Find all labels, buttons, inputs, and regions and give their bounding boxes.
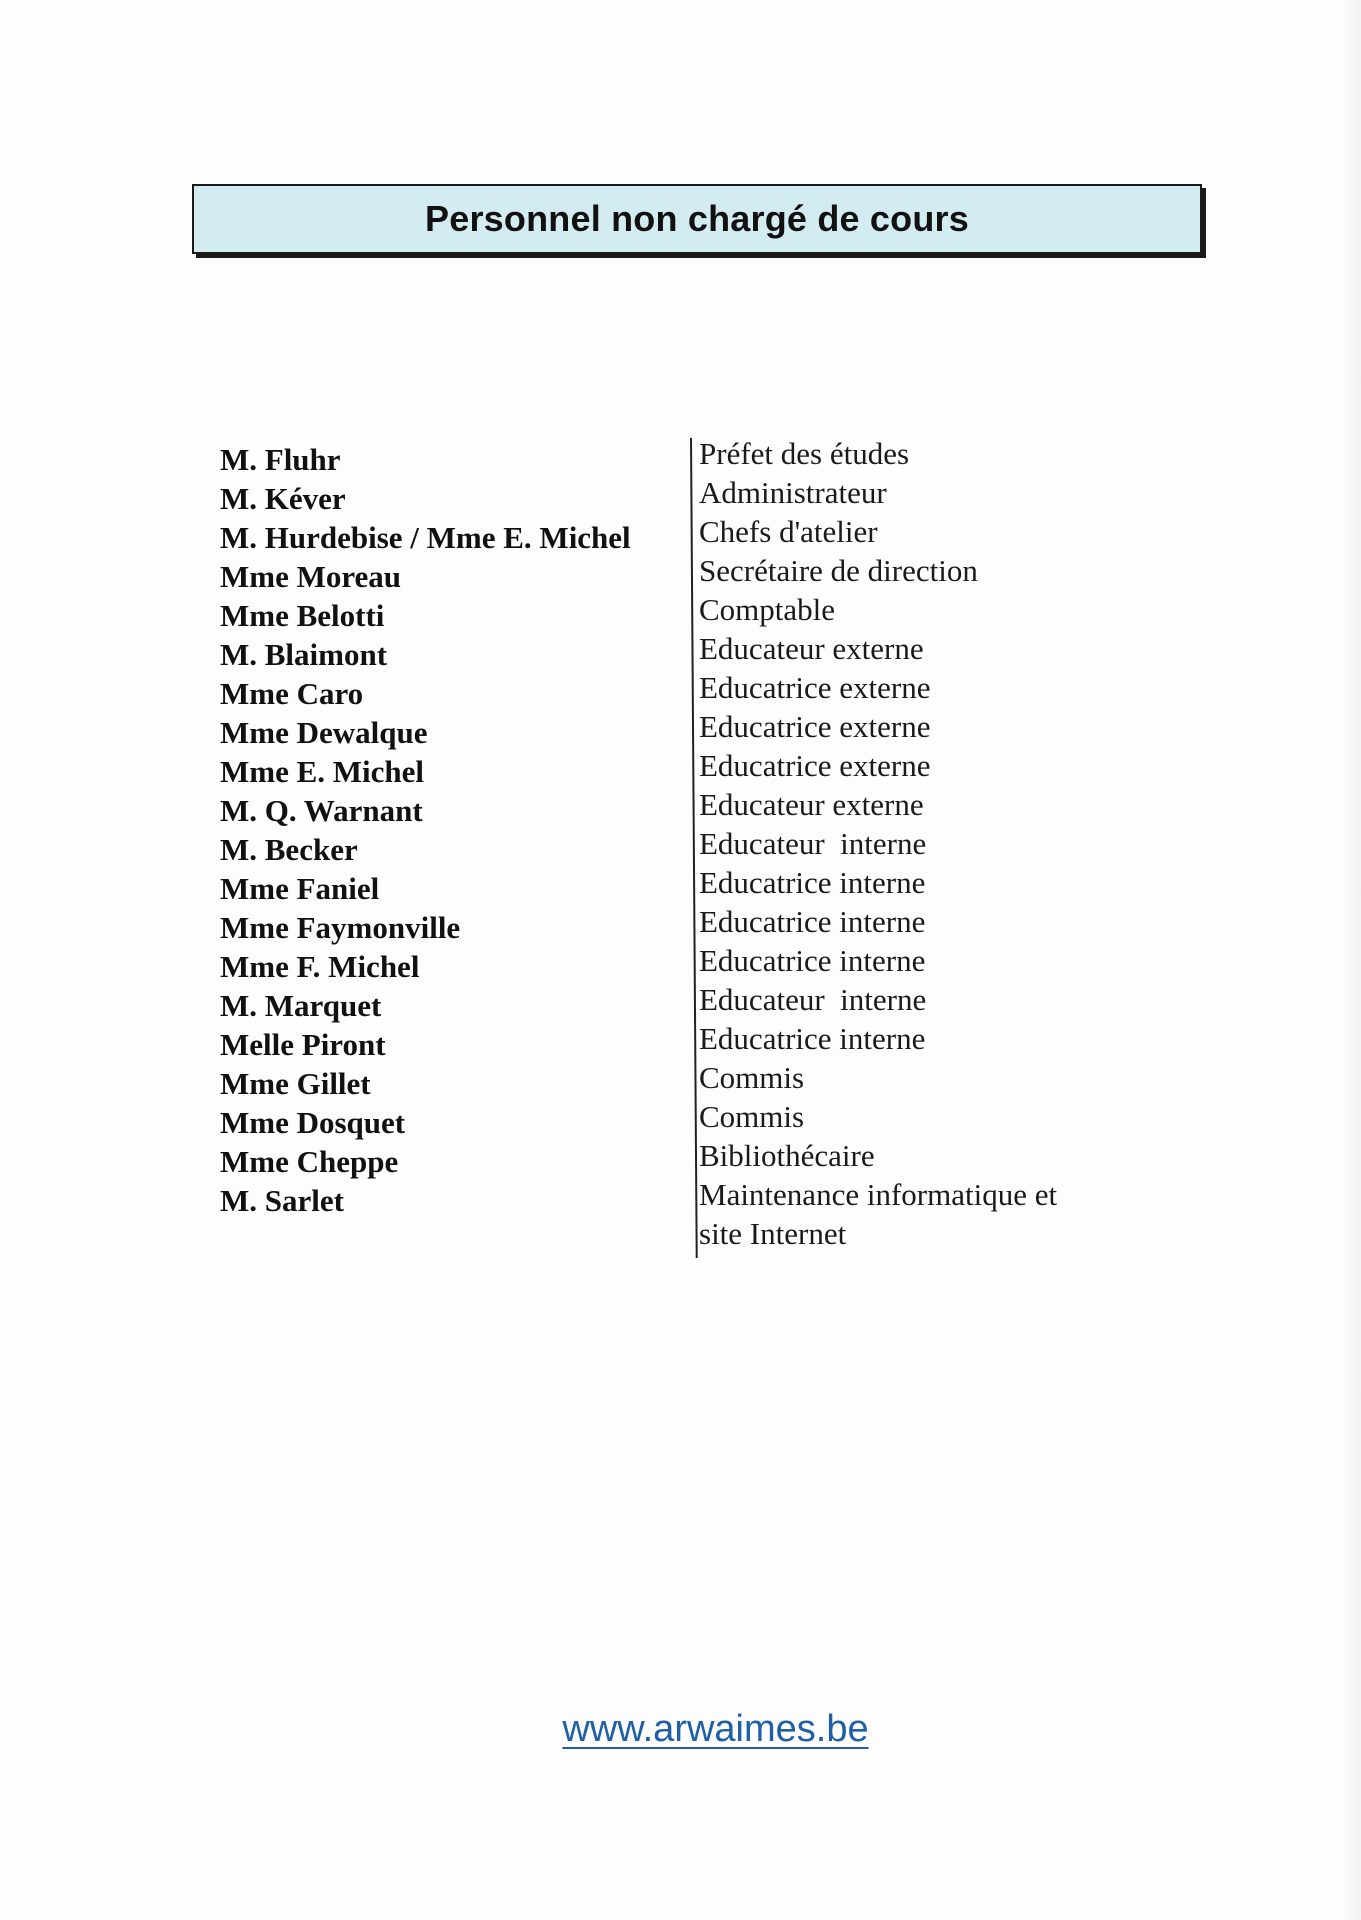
website-link[interactable]: www.arwaimes.be [562, 1708, 869, 1750]
page-title: Personnel non chargé de cours [425, 198, 969, 239]
staff-role: Bibliothécaire [699, 1138, 875, 1173]
staff-role: Chefs d'atelier [699, 514, 878, 549]
staff-name: Mme Belotti [220, 598, 385, 633]
staff-role: Educatrice interne [699, 943, 926, 978]
staff-role: Educatrice interne [699, 1021, 926, 1056]
staff-name: M. Fluhr [220, 442, 341, 477]
staff-name: Mme Caro [220, 676, 364, 711]
staff-name: Melle Piront [220, 1027, 386, 1062]
staff-role: Educatrice externe [699, 709, 931, 744]
staff-role: Educateur externe [699, 631, 924, 666]
staff-role: Educateur externe [699, 787, 924, 822]
staff-role: Secrétaire de direction [699, 553, 978, 588]
staff-role-list [699, 434, 1159, 1253]
staff-role: Educatrice interne [699, 904, 926, 939]
staff-name: M. Blaimont [220, 637, 388, 672]
staff-name: M. Kéver [220, 481, 346, 516]
staff-role: Educatrice externe [699, 748, 931, 783]
staff-name: Mme Cheppe [220, 1144, 399, 1179]
staff-role: Administrateur [699, 475, 887, 510]
staff-role: Educateur interne [699, 826, 927, 861]
staff-name: M. Q. Warnant [220, 793, 423, 828]
staff-name-list [220, 440, 690, 1220]
staff-name: M. Hurdebise / Mme E. Michel [220, 520, 631, 555]
staff-name: Mme Faymonville [220, 910, 461, 945]
staff-role: Préfet des études [699, 436, 910, 471]
staff-name: M. Becker [220, 832, 358, 867]
staff-name: Mme E. Michel [220, 754, 425, 789]
staff-role: Commis [699, 1060, 805, 1095]
staff-name: Mme Faniel [220, 871, 380, 906]
staff-name: M. Sarlet [220, 1183, 344, 1218]
title-banner [192, 184, 1202, 254]
staff-role: Commis [699, 1099, 805, 1134]
staff-name: M. Marquet [220, 988, 382, 1023]
staff-role: Educateur interne [699, 982, 927, 1017]
staff-role: Comptable [699, 592, 836, 627]
staff-name: Mme Moreau [220, 559, 402, 594]
staff-role: Educatrice externe [699, 670, 931, 705]
page-edge-shadow [1343, 0, 1361, 1920]
staff-role: Educatrice interne [699, 865, 926, 900]
staff-name: Mme Dewalque [220, 715, 428, 750]
staff-name: Mme Gillet [220, 1066, 371, 1101]
staff-role: Maintenance informatique et site Internet [699, 1177, 1058, 1251]
staff-name: Mme Dosquet [220, 1105, 406, 1140]
staff-name: Mme F. Michel [220, 949, 420, 984]
column-divider [690, 438, 698, 1258]
